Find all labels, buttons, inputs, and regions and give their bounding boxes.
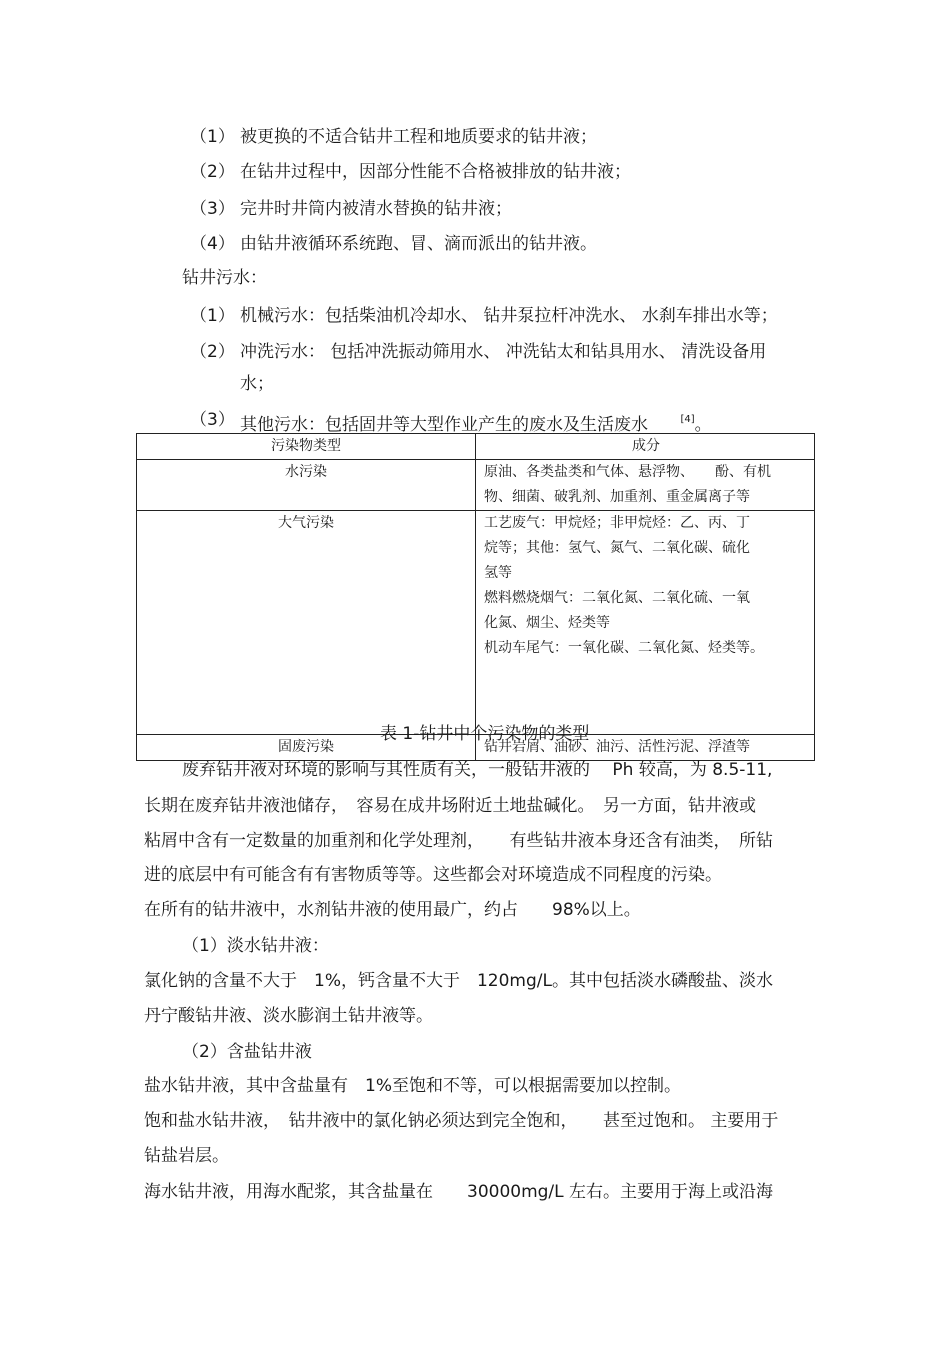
list1-item-4-number: （4） — [190, 234, 235, 254]
table-header-composition: 成分 — [476, 434, 815, 460]
list2-item-2-text: 冲洗污水： 包括冲洗振动筛用水、 冲洗钻太和钻具用水、 清洗设备用 — [240, 342, 767, 362]
cell-line: 钻井岩屑、油砂、油污、活性污泥、浮渣等 — [484, 739, 750, 755]
list2-item-3-number: （3） — [190, 410, 235, 430]
table-row — [137, 460, 815, 511]
cell-line: 物、细菌、破乳剂、加重剂、重金属离子等 — [484, 489, 750, 505]
paragraph-line: 饱和盐水钻井液， 钻井液中的氯化钠必须达到完全饱和， 甚至过饱和。 主要用于 — [144, 1111, 779, 1131]
table-row — [137, 511, 815, 735]
list2-item-2-continuation: 水； — [240, 374, 274, 394]
pollutant-table — [136, 433, 815, 761]
subheading-salt: （2）含盐钻井液 — [182, 1042, 312, 1062]
table-caption: 表 1-钻井中个污染物的类型 — [380, 724, 590, 744]
paragraph-line: 长期在废弃钻井液池储存， 容易在成井场附近土地盐碱化。 另一方面，钻井液或 — [144, 796, 756, 816]
cell-line: 原油、各类盐类和气体、悬浮物、 酚、有机 — [484, 464, 771, 480]
cell-line: 氢等 — [484, 565, 512, 581]
table-cell-composition — [476, 460, 815, 511]
list2-item-3-body: 其他污水：包括固井等大型作业产生的废水及生活废水 — [240, 415, 648, 435]
table-cell-type: 大气污染 — [137, 511, 476, 735]
cell-line: 工艺废气：甲烷烃；非甲烷烃：乙、丙、丁 — [484, 515, 750, 531]
table-header-row — [137, 434, 815, 460]
paragraph-line: 粘屑中含有一定数量的加重剂和化学处理剂， 有些钻井液本身还含有油类， 所钻 — [144, 831, 773, 851]
cell-line: 化氮、烟尘、烃类等 — [484, 615, 610, 631]
table-cell-composition — [476, 511, 815, 735]
table-header-type: 污染物类型 — [137, 434, 476, 460]
cell-line: 燃料燃烧烟气：二氧化氮、二氧化硫、一氧 — [484, 590, 750, 606]
cell-line: 烷等；其他：氢气、氮气、二氧化碳、硫化 — [484, 540, 750, 556]
list1-item-3-number: （3） — [190, 199, 235, 219]
paragraph-line: 氯化钠的含量不大于 1%，钙含量不大于 120mg/L。其中包括淡水磷酸盐、淡水 — [144, 971, 773, 991]
sewage-heading: 钻井污水： — [182, 268, 267, 288]
list2-item-1-text: 机械污水：包括柴油机冷却水、 钻井泵拉杆冲洗水、 水刹车排出水等； — [240, 306, 778, 326]
paragraph-line: 海水钻井液，用海水配浆，其含盐量在 30000mg/L 左右。主要用于海上或沿海 — [144, 1182, 774, 1202]
list1-item-3-text: 完井时井筒内被清水替换的钻井液； — [240, 199, 512, 219]
list2-item-3-tail: 。 — [694, 415, 712, 435]
citation-ref: [4] — [680, 414, 695, 425]
paragraph-line: 进的底层中有可能含有有害物质等等。这些都会对环境造成不同程度的污染。 — [144, 865, 722, 885]
list1-item-4-text: 由钻井液循环系统跑、冒、滴而派出的钻井液。 — [240, 234, 597, 254]
list1-item-2-text: 在钻井过程中，因部分性能不合格被排放的钻井液； — [240, 162, 631, 182]
table-cell-type: 水污染 — [137, 460, 476, 511]
table-cell-type: 固废污染 — [137, 735, 476, 761]
list1-item-1-text: 被更换的不适合钻井工程和地质要求的钻井液； — [240, 127, 597, 147]
list1-item-1-number: （1） — [190, 127, 235, 147]
paragraph-line: 盐水钻井液，其中含盐量有 1%至饱和不等，可以根据需要加以控制。 — [144, 1076, 681, 1096]
cell-line: 机动车尾气：一氧化碳、二氧化氮、烃类等。 — [484, 640, 764, 656]
subheading-fresh-water: （1）淡水钻井液： — [182, 936, 329, 956]
list2-item-2-number: （2） — [190, 342, 235, 362]
paragraph-line: 钻盐岩层。 — [144, 1146, 229, 1166]
paragraph-line: 在所有的钻井液中，水剂钻井液的使用最广，约占 98%以上。 — [144, 900, 641, 920]
list1-item-2-number: （2） — [190, 162, 235, 182]
paragraph-line: 丹宁酸钻井液、淡水膨润土钻井液等。 — [144, 1006, 433, 1026]
list2-item-1-number: （1） — [190, 306, 235, 326]
paragraph-line: 废弃钻井液对环境的影响与其性质有关，一般钻井液的 Ph 较高，为 8.5-11, — [182, 760, 773, 780]
